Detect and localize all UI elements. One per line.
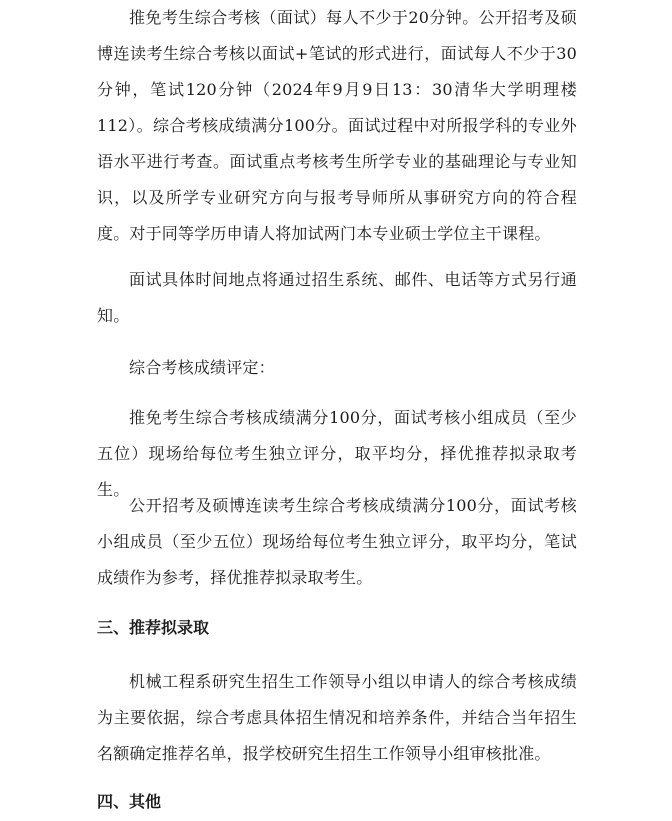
paragraph-open-exam-score: 公开招考及硕博连读考生综合考核成绩满分100分，面试考核小组成员（至少五位）现场给每位考生独立评分，取平均分，笔试成绩作为参考，择优推荐拟录取考生。 <box>97 496 577 587</box>
paragraph-recommended-score: 推免考生综合考核成绩满分100分，面试考核小组成员（至少五位）现场给每位考生独立评分，取平均分，择优推荐拟录取考生。 <box>97 408 577 499</box>
section-heading-other: 四、其他 <box>97 792 162 811</box>
paragraph-interview-notice: 面试具体时间地点将通过招生系统、邮件、电话等方式另行通知。 <box>97 270 577 325</box>
paragraph-interview-format: 推免考生综合考核（面试）每人不少于20分钟。公开招考及硕博连读考生综合考核以面试+笔试的形式进行，面试每人不少于30分钟，笔试120分钟（2024年9月9日13：30清华大学明理楼112）。综合考核成绩满分100分。面试过程中对所报学科的专业外语水平进行考查。面试重点考核考生所学专业的基础理论与专业知识，以及所学专业研究方向与报考导师所从事研究方向的符合程度。对于同等学历申请人将加试两门本专业硕士学位主干课程。 <box>97 8 577 243</box>
section-heading-recommend-admission: 三、推荐拟录取 <box>97 618 210 637</box>
paragraph-score-evaluation-label: 综合考核成绩评定： <box>129 358 275 377</box>
paragraph-recommendation-process: 机械工程系研究生招生工作领导小组以申请人的综合考核成绩为主要依据，综合考虑具体招生情况和培养条件，并结合当年招生名额确定推荐名单，报学校研究生招生工作领导小组审核批准。 <box>97 672 577 763</box>
